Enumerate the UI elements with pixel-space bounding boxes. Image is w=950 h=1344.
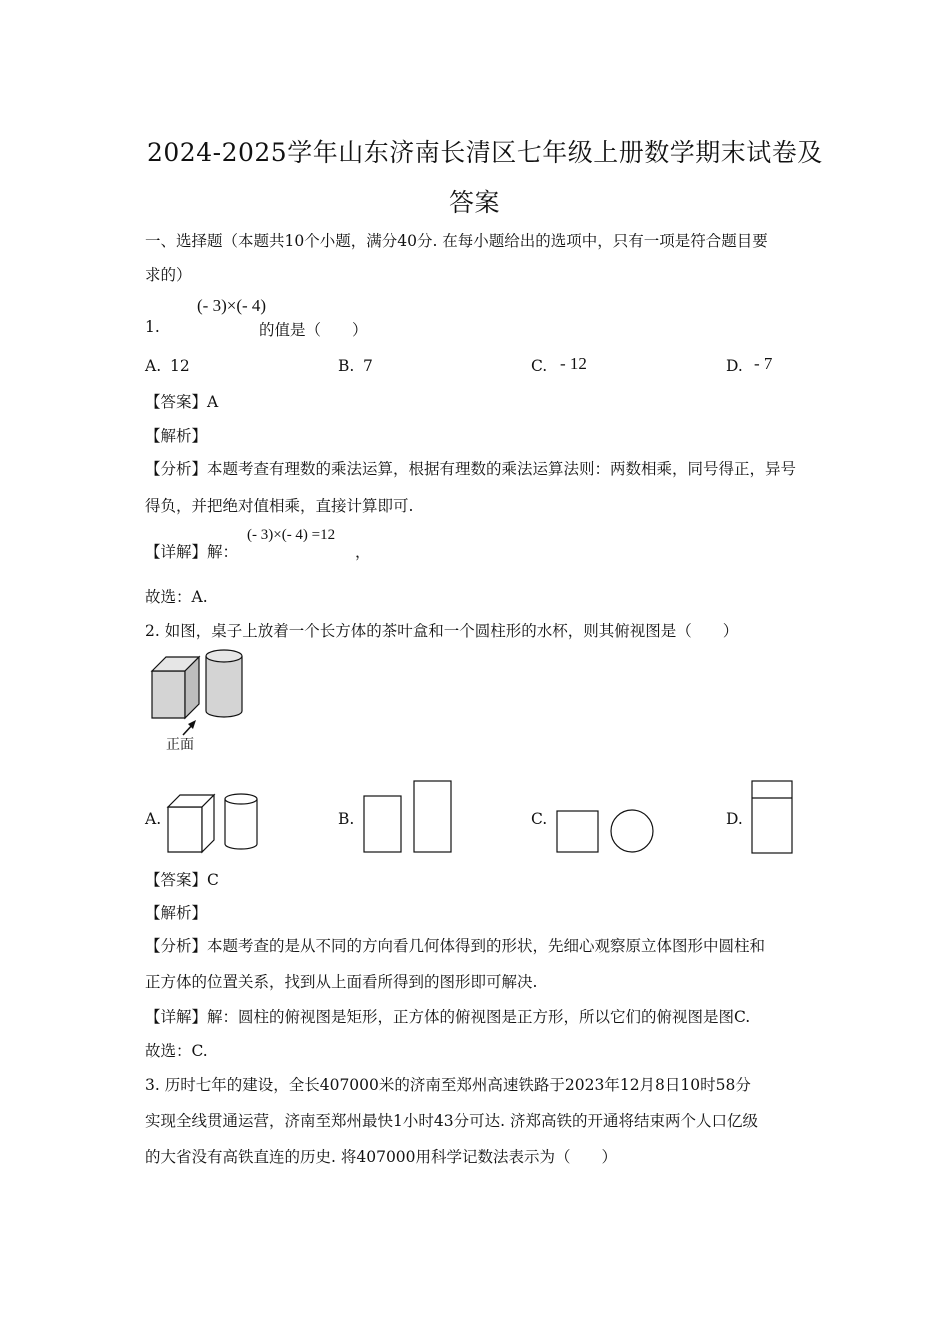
q2-figure-caption: 正面 [166, 737, 194, 753]
q1-choice: 故选：A. [145, 588, 208, 606]
q1-stem: 的值是（ ） [259, 321, 368, 339]
cuboid-shape [152, 657, 199, 718]
cylinder-shape [206, 650, 242, 717]
q1-expression: (- 3)×(- 4) [197, 296, 267, 315]
q1-option-a-value: 12 [170, 357, 190, 375]
q1-answer: 【答案】A [145, 393, 219, 411]
q3-line3: 的大省没有高铁直连的历史. 将407000用科学记数法表示为（ ） [145, 1148, 618, 1166]
q2-option-a-letter: A. [145, 810, 162, 828]
q2-detail: 【详解】解：圆柱的俯视图是矩形，正方体的俯视图是正方形，所以它们的俯视图是图C. [145, 1008, 751, 1026]
q2-option-d-figure [748, 778, 798, 856]
q1-detail-expression: (- 3)×(- 4) =12 [247, 527, 336, 543]
q2-choice: 故选：C. [145, 1042, 208, 1060]
section-heading-line2: 求的） [145, 266, 192, 284]
q2-option-c-figure [553, 806, 658, 856]
q1-option-a-letter: A. [145, 357, 162, 375]
document-title-line1: 2024-2025学年山东济南长清区七年级上册数学期末试卷及 [147, 138, 823, 167]
q2-solid-figure [150, 646, 250, 726]
q1-option-b-letter: B. [338, 357, 355, 375]
q2-fenxi-line1: 【分析】本题考查的是从不同的方向看几何体得到的形状，先细心观察原立体图形中圆柱和 [145, 937, 766, 955]
q3-line2: 实现全线贯通运营，济南至郑州最快1小时43分可达. 济郑高铁的开通将结束两个人口亿级 [145, 1112, 758, 1130]
section-heading-line1: 一、选择题（本题共10个小题，满分40分. 在每小题给出的选项中，只有一项是符合题目要 [145, 232, 768, 250]
q2-option-b-letter: B. [338, 810, 355, 828]
q2-analysis-label: 【解析】 [145, 904, 208, 922]
q1-detail-suffix: ， [355, 543, 371, 561]
q1-option-c-letter: C. [531, 357, 548, 375]
q2-fenxi-line2: 正方体的位置关系，找到从上面看所得到的图形即可解决. [145, 973, 538, 991]
q2-option-c-letter: C. [531, 810, 548, 828]
q2-stem: 2. 如图，桌子上放着一个长方体的茶叶盒和一个圆柱形的水杯，则其俯视图是（ ） [145, 622, 739, 640]
q1-number: 1. [145, 318, 160, 336]
q1-option-d-letter: D. [726, 357, 743, 375]
q1-option-d-value: - 7 [754, 354, 773, 373]
q2-option-b-figure [360, 778, 455, 854]
q2-answer: 【答案】C [145, 871, 219, 889]
document-title-line2: 答案 [449, 188, 501, 217]
q2-option-d-letter: D. [726, 810, 743, 828]
q2-option-a-figure [165, 790, 265, 855]
q1-option-c-value: - 12 [560, 354, 587, 373]
q1-fenxi-line1: 【分析】本题考查有理数的乘法运算，根据有理数的乘法运算法则：两数相乘，同号得正，异号 [145, 460, 797, 478]
q1-analysis-label: 【解析】 [145, 427, 208, 445]
q1-option-b-value: 7 [363, 357, 373, 375]
q1-detail-prefix: 【详解】解： [145, 543, 239, 561]
q1-fenxi-line2: 得负，并把绝对值相乘，直接计算即可. [145, 497, 414, 515]
q3-line1: 3. 历时七年的建设，全长407000米的济南至郑州高速铁路于2023年12月8日10时58分 [145, 1076, 751, 1094]
